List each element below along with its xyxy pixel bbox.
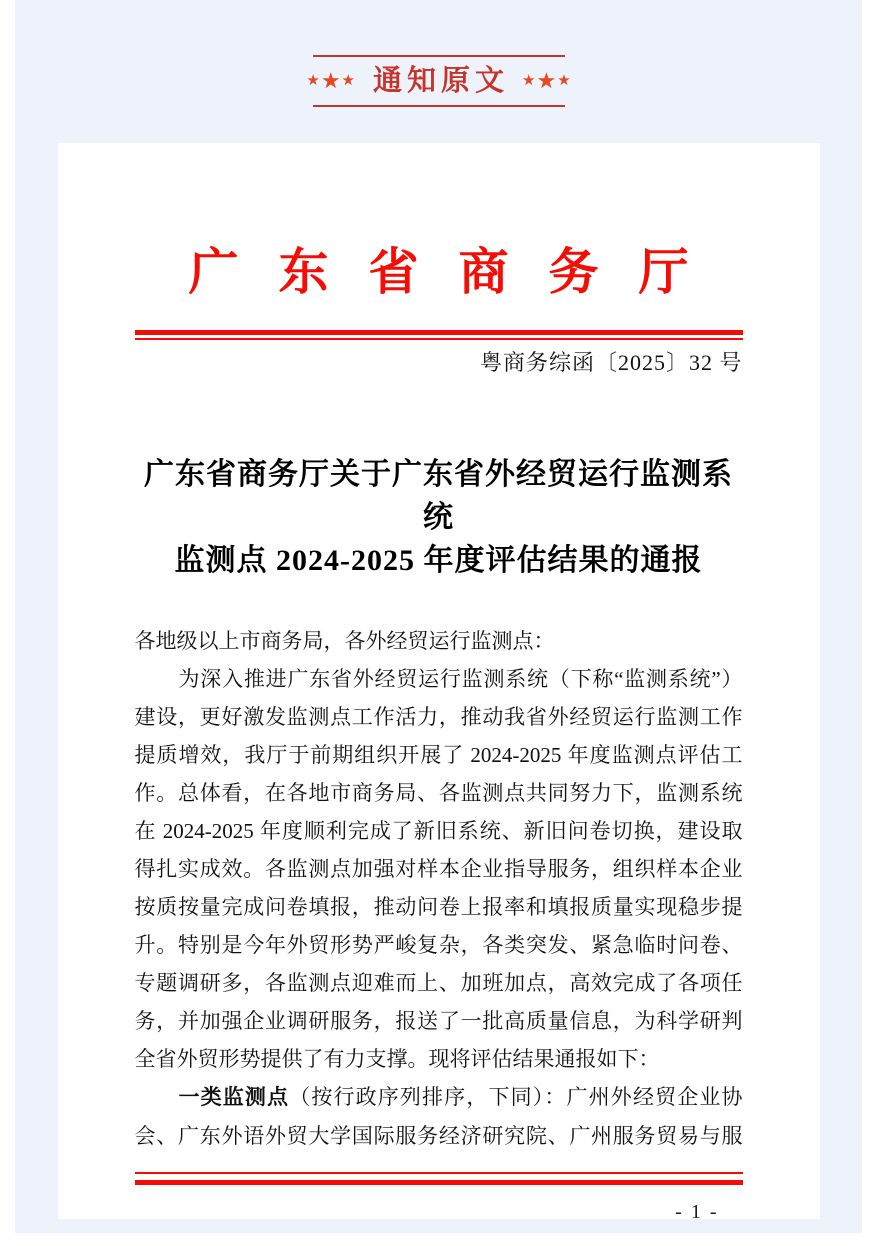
line-text: 得扎实成效。各监测点加强对样本企业指导服务，组织样本企业 (134, 857, 743, 882)
star-icon: ★ (306, 72, 320, 89)
document-title-line-2: 监测点 2024-2025 年度评估结果的通报 (174, 544, 703, 578)
line-text: 升。特别是今年外贸形势严峻复杂，各类突发、紧急临时问卷、 (134, 933, 743, 958)
separator-thick-line (135, 330, 743, 335)
body-line (135, 1040, 743, 1078)
bold-run: 一类监测点 (178, 1086, 290, 1110)
line-text: 务，并加强企业调研服务，报送了一批高质量信息，为科学研判 (134, 1009, 743, 1034)
line-text: 专题调研多，各监测点迎难而上、加班加点，高效完成了各项任 (134, 971, 743, 996)
agency-name: 广东省商务厅 (188, 244, 729, 301)
page-number: - 1 - (675, 1201, 719, 1224)
body-line (135, 1117, 743, 1155)
line-text: 按质按量完成问卷填报，推动问卷上报率和填报质量实现稳步提 (134, 895, 743, 920)
separator-thick-line (135, 1180, 743, 1185)
body-line (135, 698, 743, 736)
footer-separator (135, 1172, 743, 1185)
star-icon: ★ (557, 72, 571, 89)
line-text: 全省外贸形势提供了有力支撑。现将评估结果通报如下： (134, 1047, 660, 1072)
document-page (58, 143, 820, 1224)
body-line (135, 850, 743, 888)
star-icon: ★ (341, 72, 355, 89)
separator-thin-line (135, 338, 743, 340)
line-text: 提质增效，我厅于前期组织开展了 2024-2025 年度监测点评估工 (134, 743, 743, 768)
star-icon: ★ (320, 68, 341, 94)
notice-badge-title: 通知原文 (373, 65, 510, 97)
document-body (135, 622, 743, 1155)
line-text: 各地级以上市商务局，各外经贸运行监测点： (134, 629, 555, 654)
document-number: 粤商务综函〔2025〕32 号 (479, 350, 743, 376)
star-icon: ★ (522, 72, 536, 89)
star-icon: ★ (536, 68, 557, 94)
body-line (135, 774, 743, 812)
header-separator (135, 330, 743, 340)
body-line (135, 1078, 743, 1117)
body-line (135, 622, 743, 660)
body-line (135, 660, 743, 698)
body-line (135, 736, 743, 774)
body-line (135, 964, 743, 1002)
line-text: 建设，更好激发监测点工作活力，推动我省外经贸运行监测工作 (134, 705, 743, 730)
star-group-left (306, 70, 355, 92)
body-line (135, 812, 743, 850)
document-title-line-1: 广东省商务厅关于广东省外经贸运行监测系统 (144, 458, 733, 535)
document-content (135, 143, 743, 1224)
line-text: 作。总体看，在各地市商务局、各监测点共同努力下，监测系统 (134, 781, 743, 806)
line-text: 为深入推进广东省外经贸运行监测系统（下称“监测系统”） (178, 667, 743, 692)
line-text: （按行政序列排序，下同）：广州外经贸企业协 (289, 1085, 743, 1110)
notice-header-badge (306, 55, 571, 107)
body-line (135, 888, 743, 926)
document-title (135, 453, 743, 582)
notice-background-panel (15, 0, 862, 1233)
separator-thin-line (135, 1172, 743, 1174)
line-text: 会、广东外语外贸大学国际服务经济研究院、广州服务贸易与服 (134, 1124, 743, 1149)
star-group-right (522, 70, 571, 92)
body-line (135, 926, 743, 964)
body-line (135, 1002, 743, 1040)
line-text: 在 2024-2025 年度顺利完成了新旧系统、新旧问卷切换，建设取 (134, 819, 743, 844)
